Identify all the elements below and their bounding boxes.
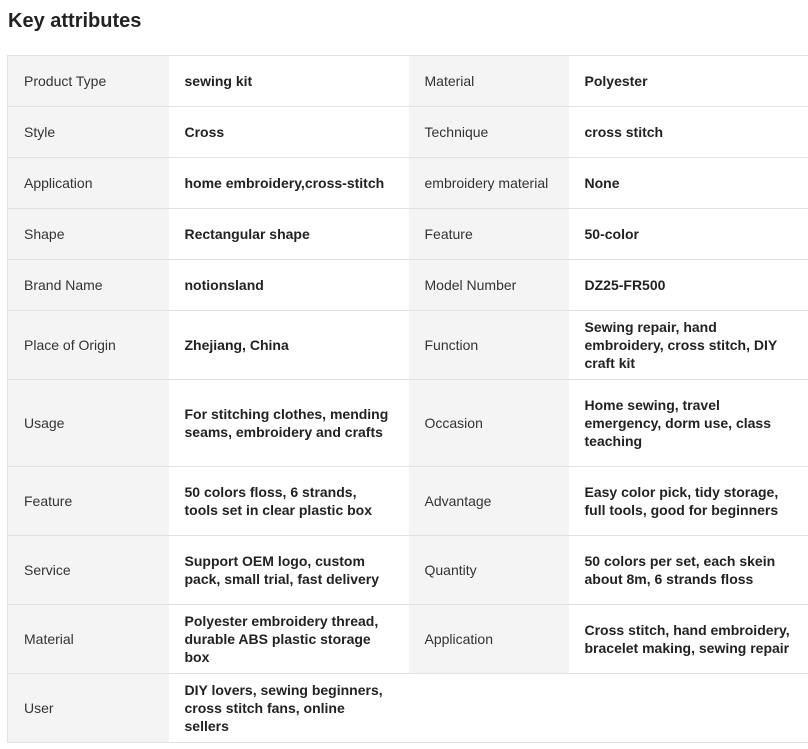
attribute-key: Application	[409, 605, 569, 674]
attribute-value: notionsland	[169, 260, 409, 311]
attribute-value: home embroidery,cross-stitch	[169, 158, 409, 209]
attribute-key: embroidery material	[409, 158, 569, 209]
attribute-key: Occasion	[409, 380, 569, 467]
attribute-key: Model Number	[409, 260, 569, 311]
attribute-value: DIY lovers, sewing beginners, cross stitch fans, online sellers	[169, 674, 409, 743]
attribute-value: 50-color	[569, 209, 808, 260]
attribute-value: Home sewing, travel emergency, dorm use, class teaching	[569, 380, 808, 467]
table-row	[8, 536, 808, 605]
attribute-key: Material	[409, 56, 569, 107]
attribute-key: Usage	[8, 380, 169, 467]
attribute-value: Easy color pick, tidy storage, full tools, good for beginners	[569, 467, 808, 536]
table-row	[8, 467, 808, 536]
attribute-value	[569, 674, 808, 743]
table-row	[8, 380, 808, 467]
table-row	[8, 158, 808, 209]
attribute-value: Polyester	[569, 56, 808, 107]
attribute-value: Rectangular shape	[169, 209, 409, 260]
attribute-key: Brand Name	[8, 260, 169, 311]
table-row	[8, 209, 808, 260]
attribute-value: sewing kit	[169, 56, 409, 107]
attribute-value: Cross stitch, hand embroidery, bracelet making, sewing repair	[569, 605, 808, 674]
attribute-key: Quantity	[409, 536, 569, 605]
attribute-key: User	[8, 674, 169, 743]
attribute-value: Zhejiang, China	[169, 311, 409, 380]
attribute-value: Support OEM logo, custom pack, small trial, fast delivery	[169, 536, 409, 605]
section-title: Key attributes	[8, 10, 142, 32]
attribute-value: 50 colors floss, 6 strands, tools set in clear plastic box	[169, 467, 409, 536]
table-row	[8, 311, 808, 380]
attribute-key: Place of Origin	[8, 311, 169, 380]
attribute-key: Service	[8, 536, 169, 605]
attribute-key: Shape	[8, 209, 169, 260]
attribute-value: For stitching clothes, mending seams, embroidery and crafts	[169, 380, 409, 467]
attribute-key: Feature	[409, 209, 569, 260]
attribute-key: Material	[8, 605, 169, 674]
attribute-value: Sewing repair, hand embroidery, cross stitch, DIY craft kit	[569, 311, 808, 380]
table-row	[8, 605, 808, 674]
attribute-value: None	[569, 158, 808, 209]
table-row	[8, 674, 808, 743]
attribute-value: Cross	[169, 107, 409, 158]
attribute-key: Function	[409, 311, 569, 380]
attribute-value: cross stitch	[569, 107, 808, 158]
attribute-key: Style	[8, 107, 169, 158]
attribute-key	[409, 674, 569, 743]
attribute-key: Application	[8, 158, 169, 209]
attribute-value: Polyester embroidery thread, durable ABS plastic storage box	[169, 605, 409, 674]
attributes-table	[7, 55, 808, 743]
attribute-key: Technique	[409, 107, 569, 158]
attribute-key: Feature	[8, 467, 169, 536]
table-row	[8, 107, 808, 158]
table-row	[8, 56, 808, 107]
attribute-value: DZ25-FR500	[569, 260, 808, 311]
attribute-key: Advantage	[409, 467, 569, 536]
attribute-value: 50 colors per set, each skein about 8m, 6 strands floss	[569, 536, 808, 605]
table-row	[8, 260, 808, 311]
attribute-key: Product Type	[8, 56, 169, 107]
